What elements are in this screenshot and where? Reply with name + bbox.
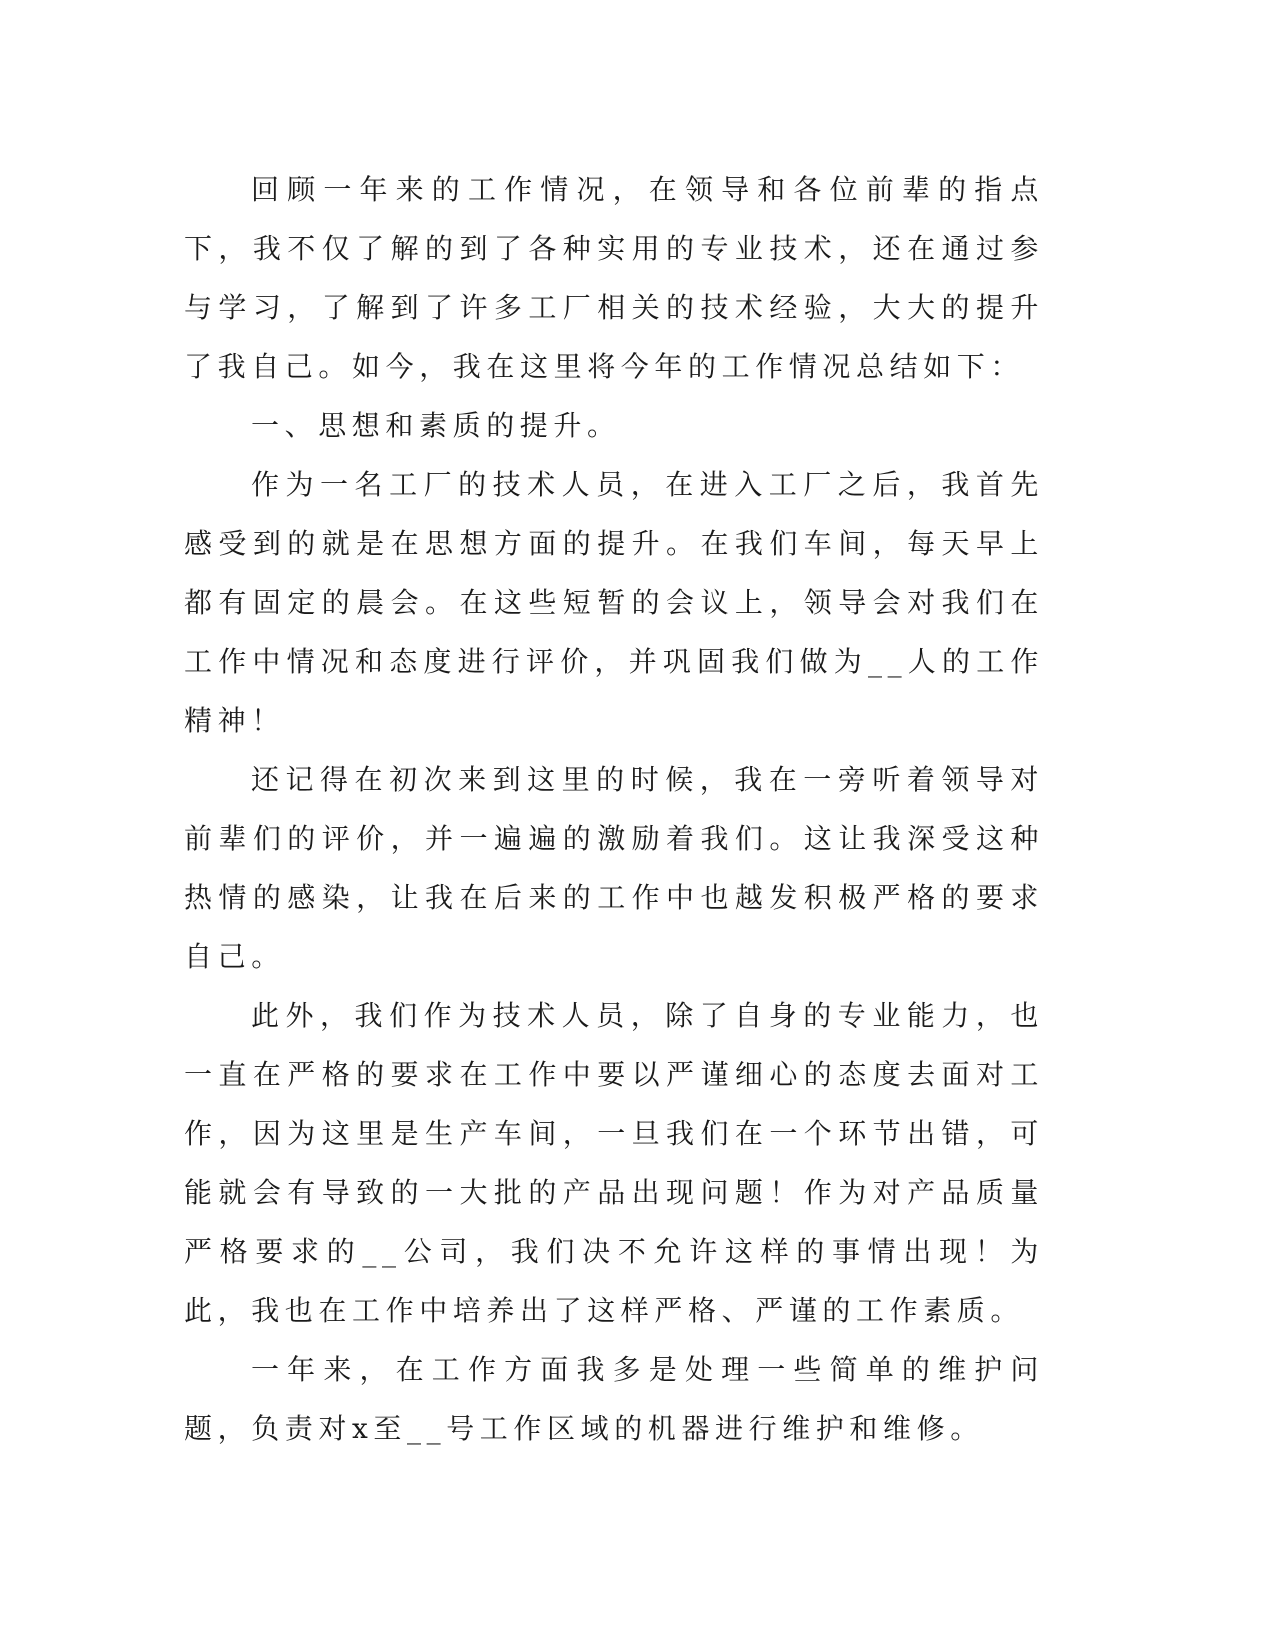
- paragraph-first-arrival: 还记得在初次来到这里的时候，我在一旁听着领导对前辈们的评价，并一遍遍的激励着我们。这让我深受这种热情的感染，让我在后来的工作中也越发积极严格的要求自己。: [184, 763, 1044, 973]
- paragraph-thought-improvement: 作为一名工厂的技术人员，在进入工厂之后，我首先感受到的就是在思想方面的提升。在我们车间，每天早上都有固定的晨会。在这些短暂的会议上，领导会对我们在工作中情况和态度进行评价，并巩固我们做为__人的工作精神！: [184, 468, 1044, 737]
- section-heading: 一、思想和素质的提升。: [251, 409, 621, 442]
- document-body: [184, 160, 1044, 1458]
- paragraph-intro: 回顾一年来的工作情况，在领导和各位前辈的指点下，我不仅了解的到了各种实用的专业技术，还在通过参与学习，了解到了许多工厂相关的技术经验，大大的提升了我自己。如今，我在这里将今年的工作情况总结如下：: [184, 173, 1044, 383]
- paragraph-strict-requirements: 此外，我们作为技术人员，除了自身的专业能力，也一直在严格的要求在工作中要以严谨细心的态度去面对工作，因为这里是生产车间，一旦我们在一个环节出错，可能就会有导致的一大批的产品出现问题！作为对产品质量严格要求的__公司，我们决不允许这样的事情出现！为此，我也在工作中培养出了这样严格、严谨的工作素质。: [184, 999, 1044, 1327]
- paragraph-maintenance-work: 一年来，在工作方面我多是处理一些简单的维护问题，负责对x至__号工作区域的机器进行维护和维修。: [184, 1353, 1044, 1445]
